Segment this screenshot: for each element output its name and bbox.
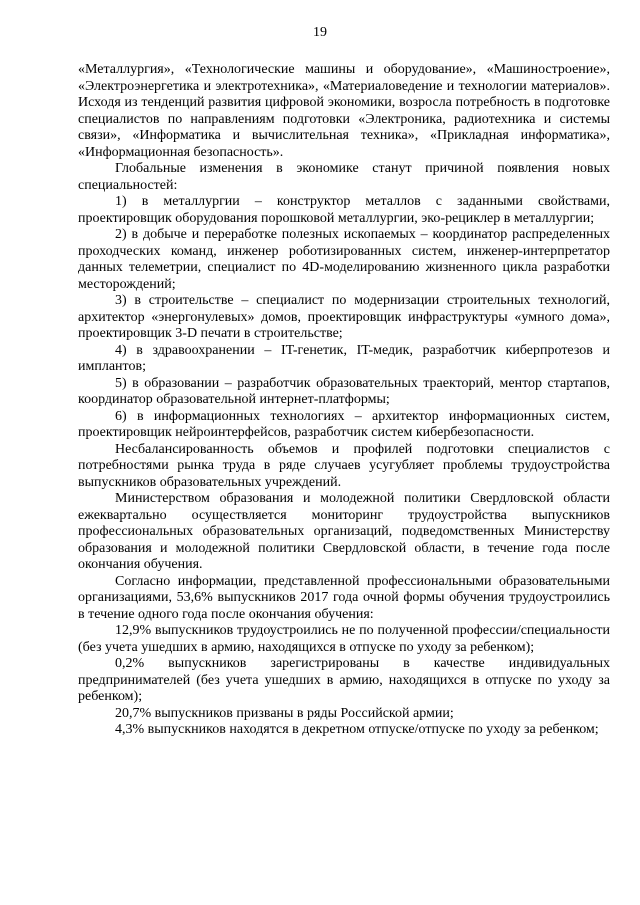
paragraph: 4,3% выпускников находятся в декретном отпуске/отпуске по уходу за ребенком; [115, 722, 599, 737]
list-item: 5) в образовании – разработчик образовательных траекторий, ментор стартапов, координатор образовательной интернет-платформы; [78, 375, 610, 407]
list-item: 1) в металлургии – конструктор металлов с заданными свойствами, проектировщик оборудования порошковой металлургии, эко-рециклер в металлургии; [78, 194, 610, 226]
paragraph: Несбалансированность объемов и профилей подготовки специалистов с потребностями рынка труда в ряде случаев усугубляет проблемы трудоустройства выпускников образовательных учреждений. [78, 441, 610, 490]
list-item: 3) в строительстве – специалист по модернизации строительных технологий, архитектор «энергонулевых» домов, проектировщик инфраструктуры «умного дома», проектировщик 3-D печати в строительстве; [78, 293, 610, 341]
paragraph: Министерством образования и молодежной политики Свердловской области ежеквартально осуществляется мониторинг трудоустройства выпускников профессиональных образовательных организаций, подведомственных Министерству образования и молодежной политики Свердловской области, в течение года после окончания обучения. [78, 491, 610, 572]
paragraph: 0,2% выпускников зарегистрированы в качестве индивидуальных предпринимателей (без учета ушедших в армию, находящихся в отпуске по уходу за ребенком); [78, 656, 610, 704]
list-item: 4) в здравоохранении – IT-генетик, IT-медик, разработчик киберпротезов и имплантов; [78, 342, 610, 374]
paragraph: Глобальные изменения в экономике станут причиной появления новых специальностей: [78, 161, 610, 193]
page-number: 19 [313, 25, 327, 40]
list-item: 6) в информационных технологиях – архитектор информационных систем, проектировщик нейроинтерфейсов, разработчик систем кибербезопасности. [78, 408, 610, 440]
paragraph: Согласно информации, представленной профессиональными образовательными организациями, 53,6% выпускников 2017 года очной формы обучения трудоустроились в течение одного года после окончания обучения: [78, 573, 610, 622]
paragraph: «Металлургия», «Технологические машины и оборудование», «Машиностроение», «Электроэнергетика и электротехника», «Материаловедение и технологии материалов». Исходя из тенденций развития цифровой экономики, возросла потребность в подготовке специалистов по направлениям подготовки «Электроника, радиотехника и системы связи», «Информатика и вычислительная техника», «Прикладная информатика», «Информационная безопасность». [78, 62, 610, 160]
list-item: 2) в добыче и переработке полезных ископаемых – координатор распределенных проходческих команд, инженер роботизированных систем, инженер-интерпретатор данных телеметрии, специалист по 4D-моделированию жизненного цикла разработки месторождений; [78, 227, 610, 292]
paragraph: 12,9% выпускников трудоустроились не по полученной профессии/специальности (без учета ушедших в армию, находящихся в отпуске по уходу за ребенком); [78, 623, 610, 655]
document-body [78, 62, 610, 739]
paragraph: 20,7% выпускников призваны в ряды Российской армии; [115, 705, 454, 721]
